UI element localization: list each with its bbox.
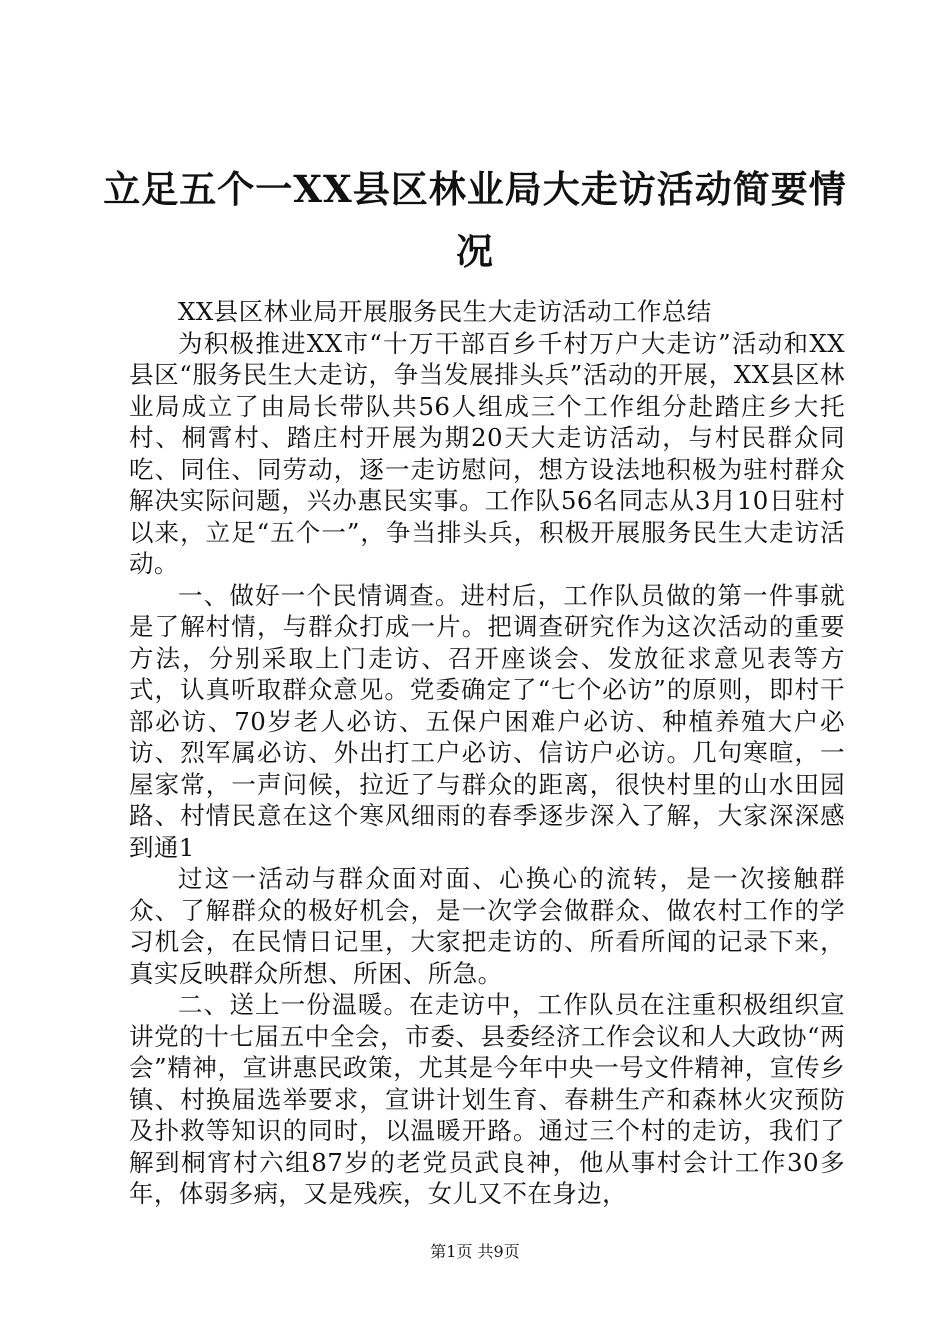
document-body xyxy=(129,296,845,1210)
paragraph: XX县区林业局开展服务民生大走访活动工作总结 xyxy=(178,297,712,326)
paragraph: 二、送上一份温暖。在走访中，工作队员在注重积极组织宣讲党的十七届五中全会，市委、县委经济工作会议和人大政协“两会”精神，宣讲惠民政策，尤其是今年中央一号文件精神，宣传乡镇、村换届选举要求，宣讲计划生育、春耕生产和森林火灾预防及扑救等知识的同时，以温暖开路。通过三个村的走访，我们了解到桐宵村六组87岁的老党员武良神，他从事村会计工作30多年，体弱多病，又是残疾，女儿又不在身边， xyxy=(129,990,845,1208)
paragraph: 为积极推进XX市“十万干部百乡千村万户大走访”活动和XX县区“服务民生大走访，争当发展排头兵”活动的开展，XX县区林业局成立了由局长带队共56人组成三个工作组分赴踏庄乡大托村、桐霄村、踏庄村开展为期20天大走访活动，与村民群众同吃、同住、同劳动，逐一走访慰问，想方设法地积极为驻村群众解决实际问题，兴办惠民实事。工作队56名同志从3月10日驻村以来，立足“五个一”，争当排头兵，积极开展服务民生大走访活动。 xyxy=(129,328,845,578)
page-footer: 第1页 共9页 xyxy=(430,1242,520,1261)
paragraph: 一、做好一个民情调查。进村后，工作队员做的第一件事就是了解村情，与群众打成一片。把调查研究作为这次活动的重要方法，分别采取上门走访、召开座谈会、发放征求意见表等方式，认真听取群众意见。党委确定了“七个必访”的原则，即村干部必访、70岁老人必访、五保户困难户必访、种植养殖大户必访、烈军属必访、外出打工户必访、信访户必访。几句寒暄，一屋家常，一声问候，拉近了与群众的距离，很快村里的山水田园路、村情民意在这个寒风细雨的春季逐步深入了解，大家深深感到通1 xyxy=(129,580,845,862)
paragraph: 过这一活动与群众面对面、心换心的流转，是一次接触群众、了解群众的极好机会，是一次学会做群众、做农村工作的学习机会，在民情日记里，大家把走访的、所看所闻的记录下来，真实反映群众所想、所困、所急。 xyxy=(129,864,845,988)
document-title: 立足五个一XX县区林业局大走访活动简要情况 xyxy=(103,167,847,273)
